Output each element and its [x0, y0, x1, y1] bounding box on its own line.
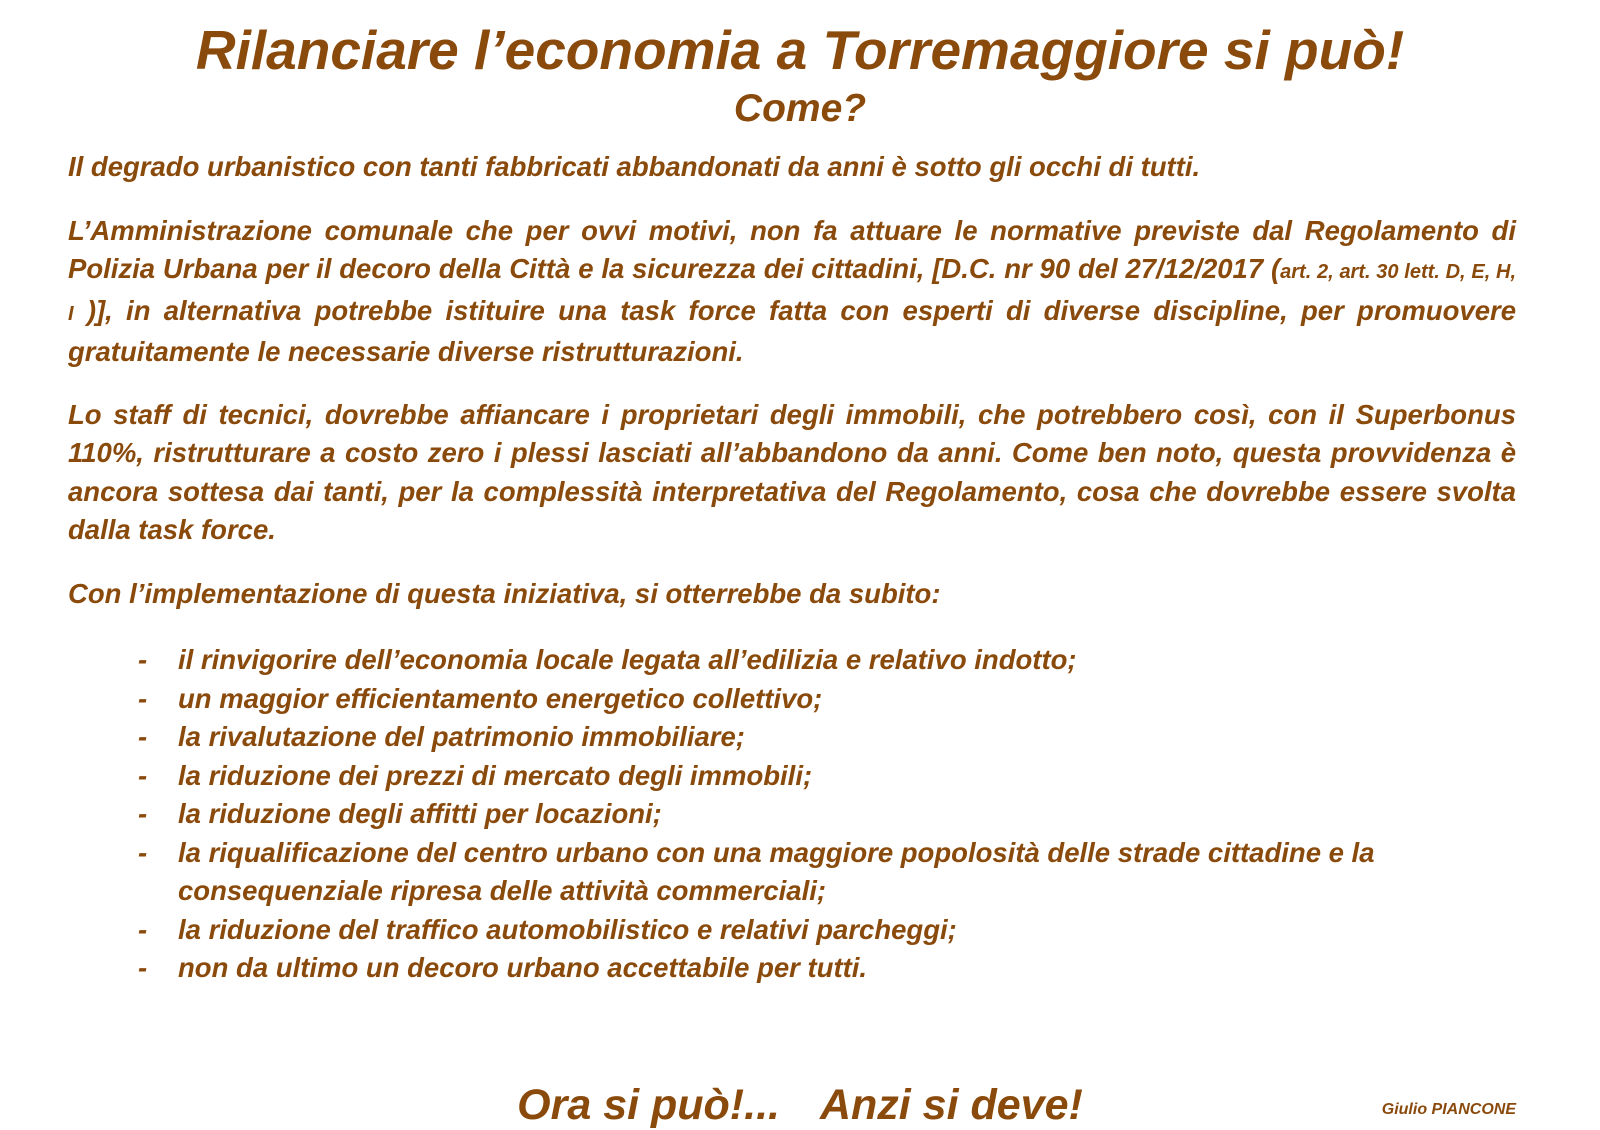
bullet-dash: - — [138, 836, 148, 868]
bullet-dash: - — [138, 644, 148, 675]
list-item-text: la riqualificazione del centro urbano con una maggiore popolosità delle strade cittadine e la consequenziale ripresa delle attività commerciali; — [178, 836, 1375, 906]
closing-part-2: Anzi si deve! — [819, 1081, 1083, 1129]
bullet-dash: - — [138, 682, 148, 714]
list-item — [68, 911, 1516, 950]
author-signature: Giulio PIANCONE — [1381, 1101, 1516, 1118]
list-item-text: un maggior efficientamento energetico collettivo; — [178, 682, 823, 714]
closing-part-1: Ora si può!... — [517, 1081, 780, 1129]
paragraph-technical-staff: Lo staff di tecnici, dovrebbe affiancare i proprietari degli immobili, che potrebbero così, con il Superbonus 110%, ristrutturare a costo zero i plessi lasciati all’abbandono da anni. Come ben noto, questa provvidenza è ancora sottesa dai tanti, per la complessità interpretativa del Regolamento, cosa che dovrebbe essere svolta dalla task force. — [68, 398, 1516, 545]
benefits-list — [68, 641, 1516, 988]
list-item — [68, 641, 1516, 680]
document-body — [68, 148, 1516, 988]
list-item — [68, 680, 1516, 719]
bullet-dash: - — [138, 759, 148, 791]
list-item-text: la riduzione del traffico automobilistico e relativi parcheggi; — [178, 913, 957, 945]
list-item-text: la rivalutazione del patrimonio immobiliare; — [178, 721, 745, 752]
list-item — [68, 834, 1516, 911]
list-item — [68, 949, 1516, 988]
page-subtitle: Come? — [733, 87, 867, 130]
list-item — [68, 718, 1516, 757]
page-title: Rilanciare l’economia a Torremaggiore si può! — [195, 19, 1405, 81]
list-item — [68, 757, 1516, 796]
closing-slogan — [0, 1080, 1600, 1130]
list-item-text: il rinvigorire dell’economia locale legata all’edilizia e relativo indotto; — [178, 644, 1077, 675]
paragraph-intro: Il degrado urbanistico con tanti fabbricati abbandonati da anni è sotto gli occhi di tutti. — [68, 151, 1201, 182]
list-item-text: la riduzione dei prezzi di mercato degli immobili; — [178, 759, 813, 791]
list-item — [68, 795, 1516, 834]
bullet-dash: - — [138, 952, 148, 983]
bullet-dash: - — [138, 913, 148, 945]
list-item-text: la riduzione degli affitti per locazioni; — [178, 798, 662, 829]
paragraph-benefits-intro: Con l’implementazione di questa iniziativa, si otterrebbe da subito: — [68, 577, 941, 609]
list-item-text: non da ultimo un decoro urbano accettabile per tutti. — [178, 952, 868, 983]
bullet-dash: - — [138, 721, 148, 752]
paragraph-administration — [68, 212, 1516, 372]
paragraph-administration-text-b: )], in alternativa potrebbe istituire una task force fatta con esperti di diverse discipline, per promuovere gratuitamente le necessarie diverse ristrutturazioni. — [68, 294, 1516, 367]
paragraph-administration-text-a: L’Amministrazione comunale che per ovvi motivi, non fa attuare le normative previste dal Regolamento di Polizia Urbana per il decoro della Città e la sicurezza dei cittadini, [D.C. nr 90 del 27/12/2017 ( — [68, 214, 1516, 284]
regulation-articles: art. 2, art. 30 lett. D, E, H, I — [68, 261, 1516, 325]
bullet-dash: - — [138, 798, 148, 829]
